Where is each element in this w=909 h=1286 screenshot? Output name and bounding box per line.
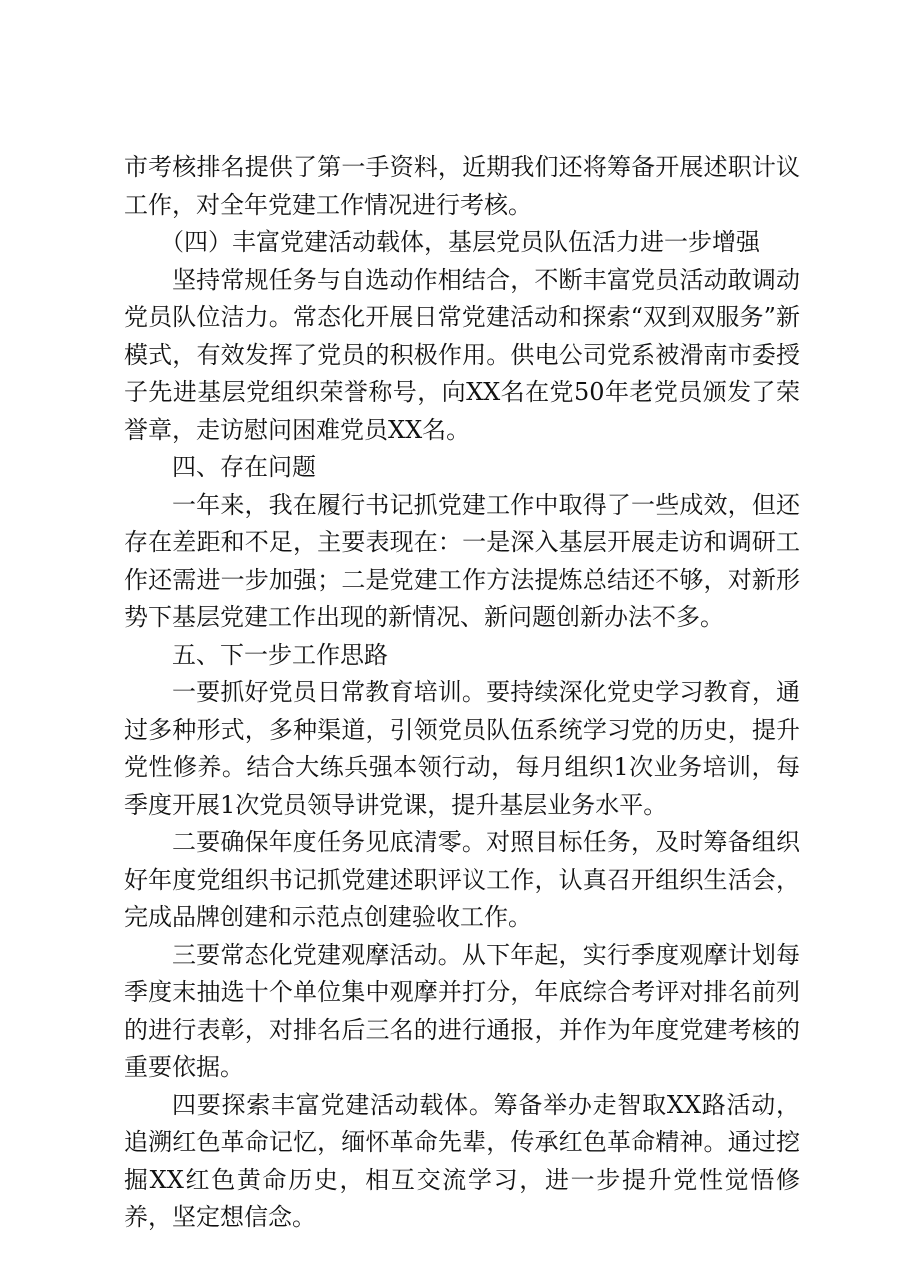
body-paragraph: 二要确保年度任务见底清零。对照目标任务，及时筹备组织好年度党组织书记抓党建述职评议工作，认真召开组织生活会，完成品牌创建和示范点创建验收工作。: [124, 828, 800, 931]
section-heading: 五、下一步工作思路: [172, 640, 388, 669]
document-body: [124, 149, 800, 1237]
body-paragraph: 一年来，我在履行书记抓党建工作中取得了一些成效，但还存在差距和不足，主要表现在：一是深入基层开展走访和调研工作还需进一步加强；二是党建工作方法提炼总结还不够，对新形势下基层党建工作出现的新情况、新问题创新办法不多。: [124, 490, 800, 631]
section-heading: 四、存在问题: [172, 453, 316, 481]
body-paragraph: 四要探索丰富党建活动载体。筹备举办走智取XX路活动，追溯红色革命记忆，缅怀革命先辈，传承红色革命精神。通过挖掘XX红色黄命历史，相互交流学习，进一步提升党性觉悟修养，坚定想信念。: [124, 1090, 800, 1231]
body-paragraph: 坚持常规任务与自选动作相结合，不断丰富党员活动敢调动党员队位洁力。常态化开展日常党建活动和探索“双到双服务”新模式，有效发挥了党员的积极作用。供电公司党系被滑南市委授子先进基层党组织荣誉称号，向XX名在党50年老党员颁发了荣誉章，走访慰问困难党员XX名。: [124, 265, 800, 444]
body-paragraph: 三要常态化党建观摩活动。从下年起，实行季度观摩计划每季度末抽选十个单位集中观摩并打分，年底综合考评对排名前列的进行表彰，对排名后三名的进行通报，并作为年度党建考核的重要依据。: [124, 940, 800, 1081]
section-subheading: （四）丰富党建活动载体，基层党员队伍活力进一步增强: [160, 228, 760, 256]
body-paragraph: 一要抓好党员日常教育培训。要持续深化党史学习教育，通过多种形式，多种渠道，引领党员队伍系统学习党的历史，提升党性修养。结合大练兵强本领行动，每月组织1次业务培训，每季度开展1次党员领导讲党课，提升基层业务水平。: [124, 678, 800, 819]
continuation-paragraph: 市考核排名提供了第一手资料，近期我们还将筹备开展述职计议工作，对全年党建工作情况进行考核。: [124, 153, 800, 219]
